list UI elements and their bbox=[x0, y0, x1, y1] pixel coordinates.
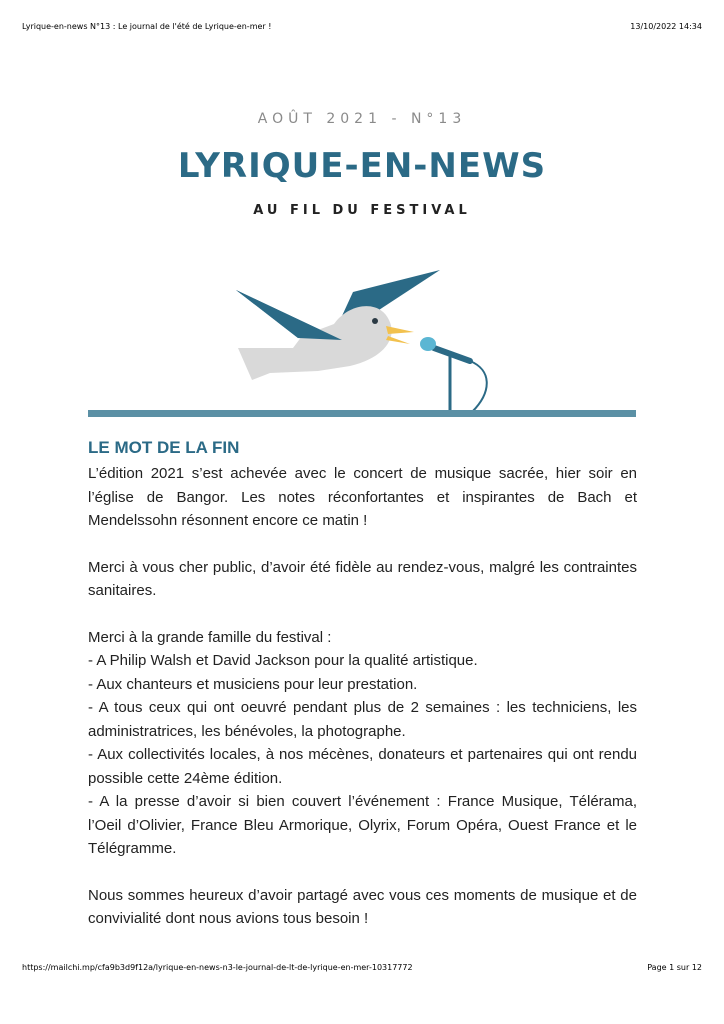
print-footer-page: Page 1 sur 12 bbox=[647, 963, 702, 972]
thanks-paragraph bbox=[88, 626, 637, 861]
print-footer-url: https://mailchi.mp/cfa9b3d9f12a/lyrique-en-news-n3-le-journal-de-lt-de-lyrique-en-mer-10317772 bbox=[22, 963, 413, 972]
print-header-title: Lyrique-en-news N°13 : Le journal de l'été de Lyrique-en-mer ! bbox=[22, 22, 272, 31]
issue-kicker: AOÛT 2021 - N°13 bbox=[257, 111, 467, 127]
section-heading: LE MOT DE LA FIN bbox=[88, 438, 240, 457]
print-header bbox=[22, 22, 702, 31]
print-header-datetime: 13/10/2022 14:34 bbox=[630, 22, 702, 31]
paragraph-final: Nous sommes heureux d’avoir partagé avec vous ces moments de musique et de convivialité dont nous avions tous besoin ! bbox=[88, 886, 637, 927]
bird-eye bbox=[372, 318, 378, 324]
bird-beak bbox=[386, 326, 414, 334]
thanks-intro: Merci à la grande famille du festival : bbox=[88, 628, 332, 646]
paragraph-1: L’édition 2021 s’est achevée avec le concert de musique sacrée, hier soir en l’église de Bangor. Les notes réconfortantes et inspirantes de Bach et Mendelssohn résonnent encore ce matin ! bbox=[88, 465, 637, 529]
newsletter-title: LYRIQUE-EN-NEWS bbox=[177, 146, 547, 186]
thanks-item: - A Philip Walsh et David Jackson pour la qualité artistique. bbox=[88, 652, 478, 669]
microphone-icon bbox=[420, 337, 487, 412]
print-footer bbox=[22, 963, 702, 972]
thanks-item: - A la presse d’avoir si bien couvert l’événement : France Musique, Télérama, l’Oeil d’Olivier, France Bleu Armorique, Olyrix, Forum Opéra, Ouest France et le Télégramme. bbox=[88, 793, 637, 857]
paragraph-2: Merci à vous cher public, d’avoir été fidèle au rendez-vous, malgré les contraintes sanitaires. bbox=[88, 558, 637, 599]
article bbox=[88, 438, 637, 931]
thanks-item: - Aux collectivités locales, à nos mécènes, donateurs et partenaires qui ont rendu possible cette 24ème édition. bbox=[88, 746, 637, 787]
thanks-item: - A tous ceux qui ont oeuvré pendant plus de 2 semaines : les techniciens, les administratrices, les bénévoles, la photographe. bbox=[88, 699, 637, 740]
newsletter-subtitle: AU FIL DU FESTIVAL bbox=[253, 203, 471, 218]
bird-body bbox=[238, 306, 392, 380]
thanks-item: - Aux chanteurs et musiciens pour leur prestation. bbox=[88, 675, 418, 693]
illustration-divider bbox=[88, 410, 636, 417]
bird-microphone-illustration bbox=[88, 262, 636, 422]
